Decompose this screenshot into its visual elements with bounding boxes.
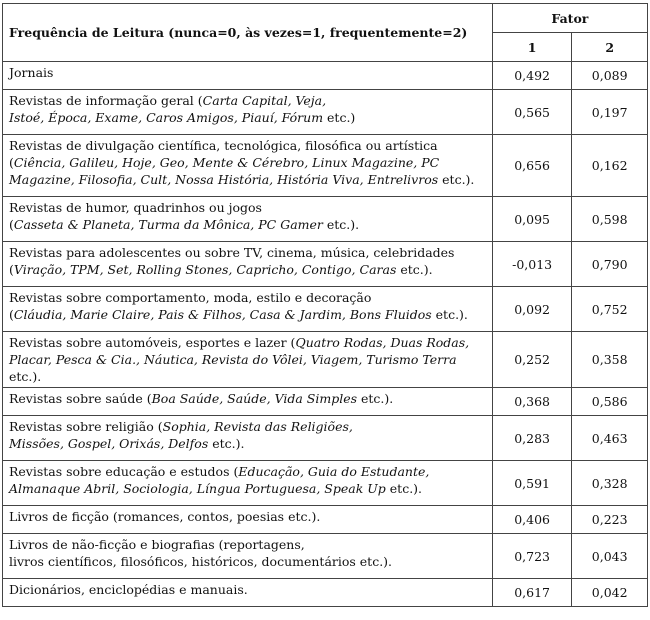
factor-2-value: 0,089 (572, 62, 648, 90)
table-row (3, 287, 648, 332)
factor-1-value: 0,492 (492, 62, 572, 90)
factor-1-value: 0,092 (492, 287, 572, 332)
factor-1-value: 0,656 (492, 135, 572, 197)
table-row (3, 62, 648, 90)
title-list-italic: Cláudia, Marie Claire, Pais & Filhos, Casa & Jardim, Bons Fluidos (13, 307, 432, 322)
row-label (3, 287, 493, 332)
factor-2-value: 0,598 (572, 197, 648, 242)
title-list-italic: Quatro Rodas, Duas Rodas, (295, 335, 470, 350)
row-label (3, 579, 493, 607)
label-text: Revistas sobre automóveis, esportes e lazer ( (9, 335, 296, 350)
title-list-italic: Educação, Guia do Estudante, (238, 464, 430, 479)
label-text: ( (9, 262, 14, 277)
table-row (3, 416, 648, 461)
label-text: Revistas de humor, quadrinhos ou jogos (9, 200, 262, 215)
label-text: Revistas sobre comportamento, moda, estilo e decoração (9, 290, 372, 305)
table-row (3, 579, 648, 607)
label-text: ( (9, 155, 14, 170)
title-list-italic: Placar, Pesca & Cia., Náutica, Revista do Vôlei, Viagem, Turismo Terra (9, 352, 457, 367)
factor-1-value: 0,252 (492, 332, 572, 388)
column-header-reading-frequency: Frequência de Leitura (nunca=0, às vezes=1, frequentemente=2) (3, 4, 493, 62)
table-row (3, 332, 648, 388)
factor-1-value: 0,617 (492, 579, 572, 607)
row-label (3, 506, 493, 534)
row-label (3, 242, 493, 287)
row-label (3, 534, 493, 579)
column-header-factor-1: 1 (492, 33, 572, 62)
label-text: ( (9, 217, 14, 232)
table-body (3, 62, 648, 607)
factor-2-value: 0,752 (572, 287, 648, 332)
title-list-italic: Boa Saúde, Saúde, Vida Simples (151, 391, 358, 406)
label-text: Jornais (9, 65, 54, 80)
label-text: Revistas de informação geral ( (9, 93, 203, 108)
title-list-italic: Viração, TPM, Set, Rolling Stones, Capricho, Contigo, Caras (13, 262, 397, 277)
factor-2-value: 0,463 (572, 416, 648, 461)
title-list-italic: Sophia, Revista das Religiões, (162, 419, 353, 434)
title-list-italic: Missões, Gospel, Orixás, Delfos (9, 436, 209, 451)
label-text: etc.). (396, 262, 433, 277)
title-list-italic: Almanaque Abril, Sociologia, Língua Portuguesa, Speak Up (9, 481, 386, 496)
label-text: Revistas sobre saúde ( (9, 391, 152, 406)
factor-2-value: 0,358 (572, 332, 648, 388)
table-row (3, 461, 648, 506)
factor-1-value: 0,723 (492, 534, 572, 579)
row-label (3, 90, 493, 135)
row-label (3, 461, 493, 506)
table-row (3, 534, 648, 579)
label-text: Livros de não-ficção e biografias (reportagens, (9, 537, 305, 552)
table-row (3, 90, 648, 135)
table-row (3, 388, 648, 416)
label-text: ( (9, 307, 14, 322)
title-list-italic: Carta Capital, Veja, (202, 93, 327, 108)
label-text: etc.). (9, 369, 42, 384)
row-label (3, 197, 493, 242)
label-text: etc.). (208, 436, 245, 451)
label-text: Livros de ficção (romances, contos, poesias etc.). (9, 509, 321, 524)
factor-1-value: 0,565 (492, 90, 572, 135)
label-text: etc.). (438, 172, 475, 187)
title-list-italic: Ciência, Galileu, Hoje, Geo, Mente & Cérebro, Linux Magazine, PC (13, 155, 440, 170)
factor-2-value: 0,328 (572, 461, 648, 506)
label-text: etc.). (357, 391, 394, 406)
factor-1-value: 0,406 (492, 506, 572, 534)
label-text: etc.). (385, 481, 423, 496)
label-text: etc.) (323, 110, 356, 125)
row-label (3, 332, 493, 388)
row-label (3, 62, 493, 90)
factor-1-value: 0,368 (492, 388, 572, 416)
factor-2-value: 0,162 (572, 135, 648, 197)
title-list-italic: Istoé, Época, Exame, Caros Amigos, Piauí, Fórum (9, 110, 324, 125)
column-header-factor-2: 2 (572, 33, 648, 62)
factor-2-value: 0,197 (572, 90, 648, 135)
factor-1-value: 0,095 (492, 197, 572, 242)
row-label (3, 416, 493, 461)
factor-2-value: 0,223 (572, 506, 648, 534)
factor-1-value: 0,283 (492, 416, 572, 461)
label-text: Revistas para adolescentes ou sobre TV, cinema, música, celebridades (9, 245, 455, 260)
label-text: Dicionários, enciclopédias e manuais. (9, 582, 248, 597)
label-text: Revistas sobre educação e estudos ( (9, 464, 239, 479)
title-list-italic: Casseta & Planeta, Turma da Mônica, PC Gamer (13, 217, 323, 232)
factor-1-value: -0,013 (492, 242, 572, 287)
table-row (3, 197, 648, 242)
factor-2-value: 0,042 (572, 579, 648, 607)
factor-2-value: 0,790 (572, 242, 648, 287)
label-text: livros científicos, filosóficos, históricos, documentários etc.). (9, 554, 393, 569)
factor-2-value: 0,586 (572, 388, 648, 416)
table-row (3, 135, 648, 197)
table-row (3, 242, 648, 287)
label-text: etc.). (431, 307, 468, 322)
row-label (3, 135, 493, 197)
row-label (3, 388, 493, 416)
label-text: Revistas sobre religião ( (9, 419, 163, 434)
table-row (3, 506, 648, 534)
label-text: etc.). (322, 217, 360, 232)
label-text: Revistas de divulgação científica, tecnológica, filosófica ou artística (9, 138, 438, 153)
column-header-factor: Fator (492, 4, 647, 33)
factor-table (2, 3, 648, 607)
title-list-italic: Magazine, Filosofia, Cult, Nossa História, História Viva, Entrelivros (9, 172, 439, 187)
factor-1-value: 0,591 (492, 461, 572, 506)
factor-2-value: 0,043 (572, 534, 648, 579)
